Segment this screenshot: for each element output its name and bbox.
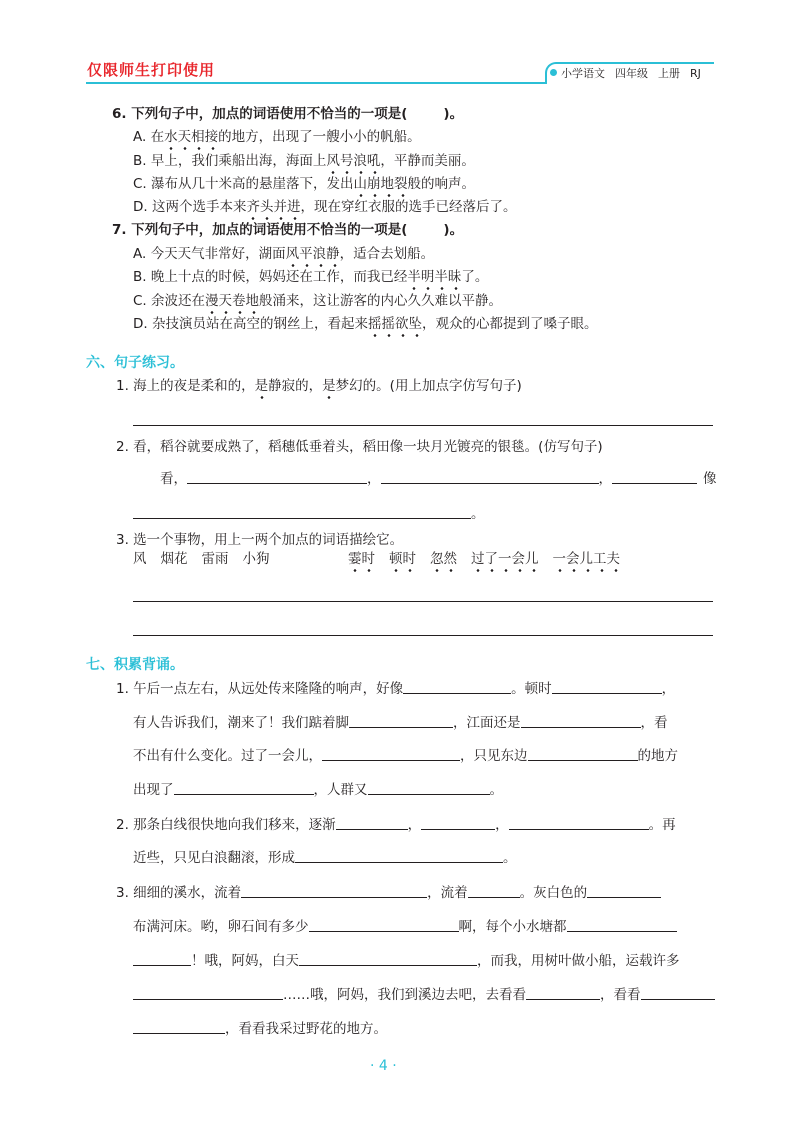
s7-p3-l2: 布满河床。哟，卵石间有多少 啊，每个小水塘都: [133, 917, 677, 937]
s6-item-1: 1. 海上的夜是柔和的，是静寂的，是梦幻的。(用上加点字仿写句子): [116, 378, 522, 394]
answer-line[interactable]: [133, 635, 713, 636]
blank[interactable]: [403, 679, 511, 694]
blank[interactable]: [133, 504, 471, 519]
blank[interactable]: [133, 1019, 225, 1034]
blank[interactable]: [552, 679, 662, 694]
q7-option-b[interactable]: B. 晚上十点的时候，妈妈还在工作，而我已经半明半昧了。: [133, 269, 489, 285]
edition: RJ: [690, 67, 701, 80]
s6-item-3: 3. 选一个事物，用上一两个加点的词语描绘它。: [116, 532, 404, 548]
blank[interactable]: [587, 883, 661, 898]
subject: 小学语文: [561, 67, 605, 80]
q7-option-d[interactable]: D. 杂技演员站在高空的钢丝上，看起来摇摇欲坠，观众的心都提到了嗓子眼。: [133, 316, 598, 332]
q7-option-a[interactable]: A. 今天天气非常好，湖面风平浪静，适合去划船。: [133, 246, 435, 262]
blank[interactable]: [241, 883, 427, 898]
q7-option-c[interactable]: C. 余波还在漫天卷地般涌来，这让游客的内心久久难以平静。: [133, 293, 503, 309]
blank[interactable]: [368, 780, 490, 795]
bullet-icon: [550, 69, 557, 76]
blank[interactable]: [641, 985, 715, 1000]
q6-option-c[interactable]: C. 瀑布从几十米高的悬崖落下，发出山崩地裂般的响声。: [133, 176, 476, 192]
q6-option-b[interactable]: B. 早上，我们乘船出海，海面上风号浪吼，平静而美丽。: [133, 153, 475, 169]
blank[interactable]: [468, 883, 520, 898]
words-list: 霎时 顿时 忽然 过了一会儿 一会儿工夫: [348, 551, 620, 567]
s7-p1-l2: 有人告诉我们，潮来了！我们踮着脚 ，江面还是 ，看: [133, 715, 668, 731]
s6-item-2-end: 。: [133, 504, 485, 524]
blank[interactable]: [521, 713, 641, 728]
s7-p3-l5: ，看看我采过野花的地方。: [133, 1019, 387, 1039]
print-notice: 仅限师生打印使用: [87, 61, 216, 79]
answer-line[interactable]: [133, 425, 713, 426]
s7-p1-l1: 1. 午后一点左右，从远处传来隆隆的响声，好像 。顿时 ，: [116, 681, 676, 697]
q6-option-a[interactable]: A. 在水天相接的地方，出现了一艘小小的帆船。: [133, 129, 421, 145]
blank[interactable]: [528, 746, 638, 761]
s7-p1-l3: 不出有什么变化。过了一会儿， ，只见东边 的地方: [133, 748, 678, 764]
s7-p2-l2: 近些，只见白浪翻滚，形成 。: [133, 850, 517, 866]
things-list: 风 烟花 雷雨 小狗: [133, 551, 270, 567]
blank[interactable]: [336, 815, 408, 830]
s6-item-2: 2. 看，稻谷就要成熟了，稻穗低垂着头，稻田像一块月光镀亮的银毯。(仿写句子): [116, 439, 603, 455]
blank[interactable]: [349, 713, 453, 728]
s6-item-2-template: 看， ， ， 像: [160, 471, 717, 487]
grade: 四年级: [615, 67, 648, 80]
blank[interactable]: [133, 951, 191, 966]
s7-p3-l3: ！哦，阿妈，白天 ，而我，用树叶做小船，运载许多: [133, 951, 680, 971]
blank[interactable]: [309, 917, 459, 932]
blank[interactable]: [567, 917, 677, 932]
blank[interactable]: [295, 848, 503, 863]
volume: 上册: [658, 67, 680, 80]
answer-line[interactable]: [133, 601, 713, 602]
blank[interactable]: [421, 815, 495, 830]
blank[interactable]: [509, 815, 649, 830]
book-info: [550, 65, 701, 81]
question-6-stem: 6. 下列句子中，加点的词语使用不恰当的一项是( )。: [112, 106, 464, 122]
s7-p3-l4: ……哦，阿妈，我们到溪边去吧，去看看 ，看看: [133, 985, 715, 1005]
blank[interactable]: [322, 746, 460, 761]
blank[interactable]: [299, 951, 477, 966]
section-7-title: 七、积累背诵。: [86, 657, 184, 673]
section-6-title: 六、句子练习。: [86, 355, 184, 371]
s7-p1-l4: 出现了 ，人群又 。: [133, 782, 503, 798]
blank[interactable]: [187, 469, 367, 484]
question-7-stem: 7. 下列句子中，加点的词语使用不恰当的一项是( )。: [112, 222, 464, 238]
page-number: · 4 ·: [370, 1058, 397, 1074]
s7-p3-l1: 3. 细细的溪水，流着 ，流着 。灰白色的: [116, 883, 661, 903]
s7-p2-l1: 2. 那条白线很快地向我们移来，逐渐 ， ， 。再: [116, 817, 676, 833]
blank[interactable]: [381, 469, 599, 484]
q6-option-d[interactable]: D. 这两个选手本来齐头并进，现在穿红衣服的选手已经落后了。: [133, 199, 517, 215]
blank[interactable]: [612, 469, 697, 484]
blank[interactable]: [174, 780, 314, 795]
blank[interactable]: [133, 985, 283, 1000]
blank[interactable]: [526, 985, 600, 1000]
